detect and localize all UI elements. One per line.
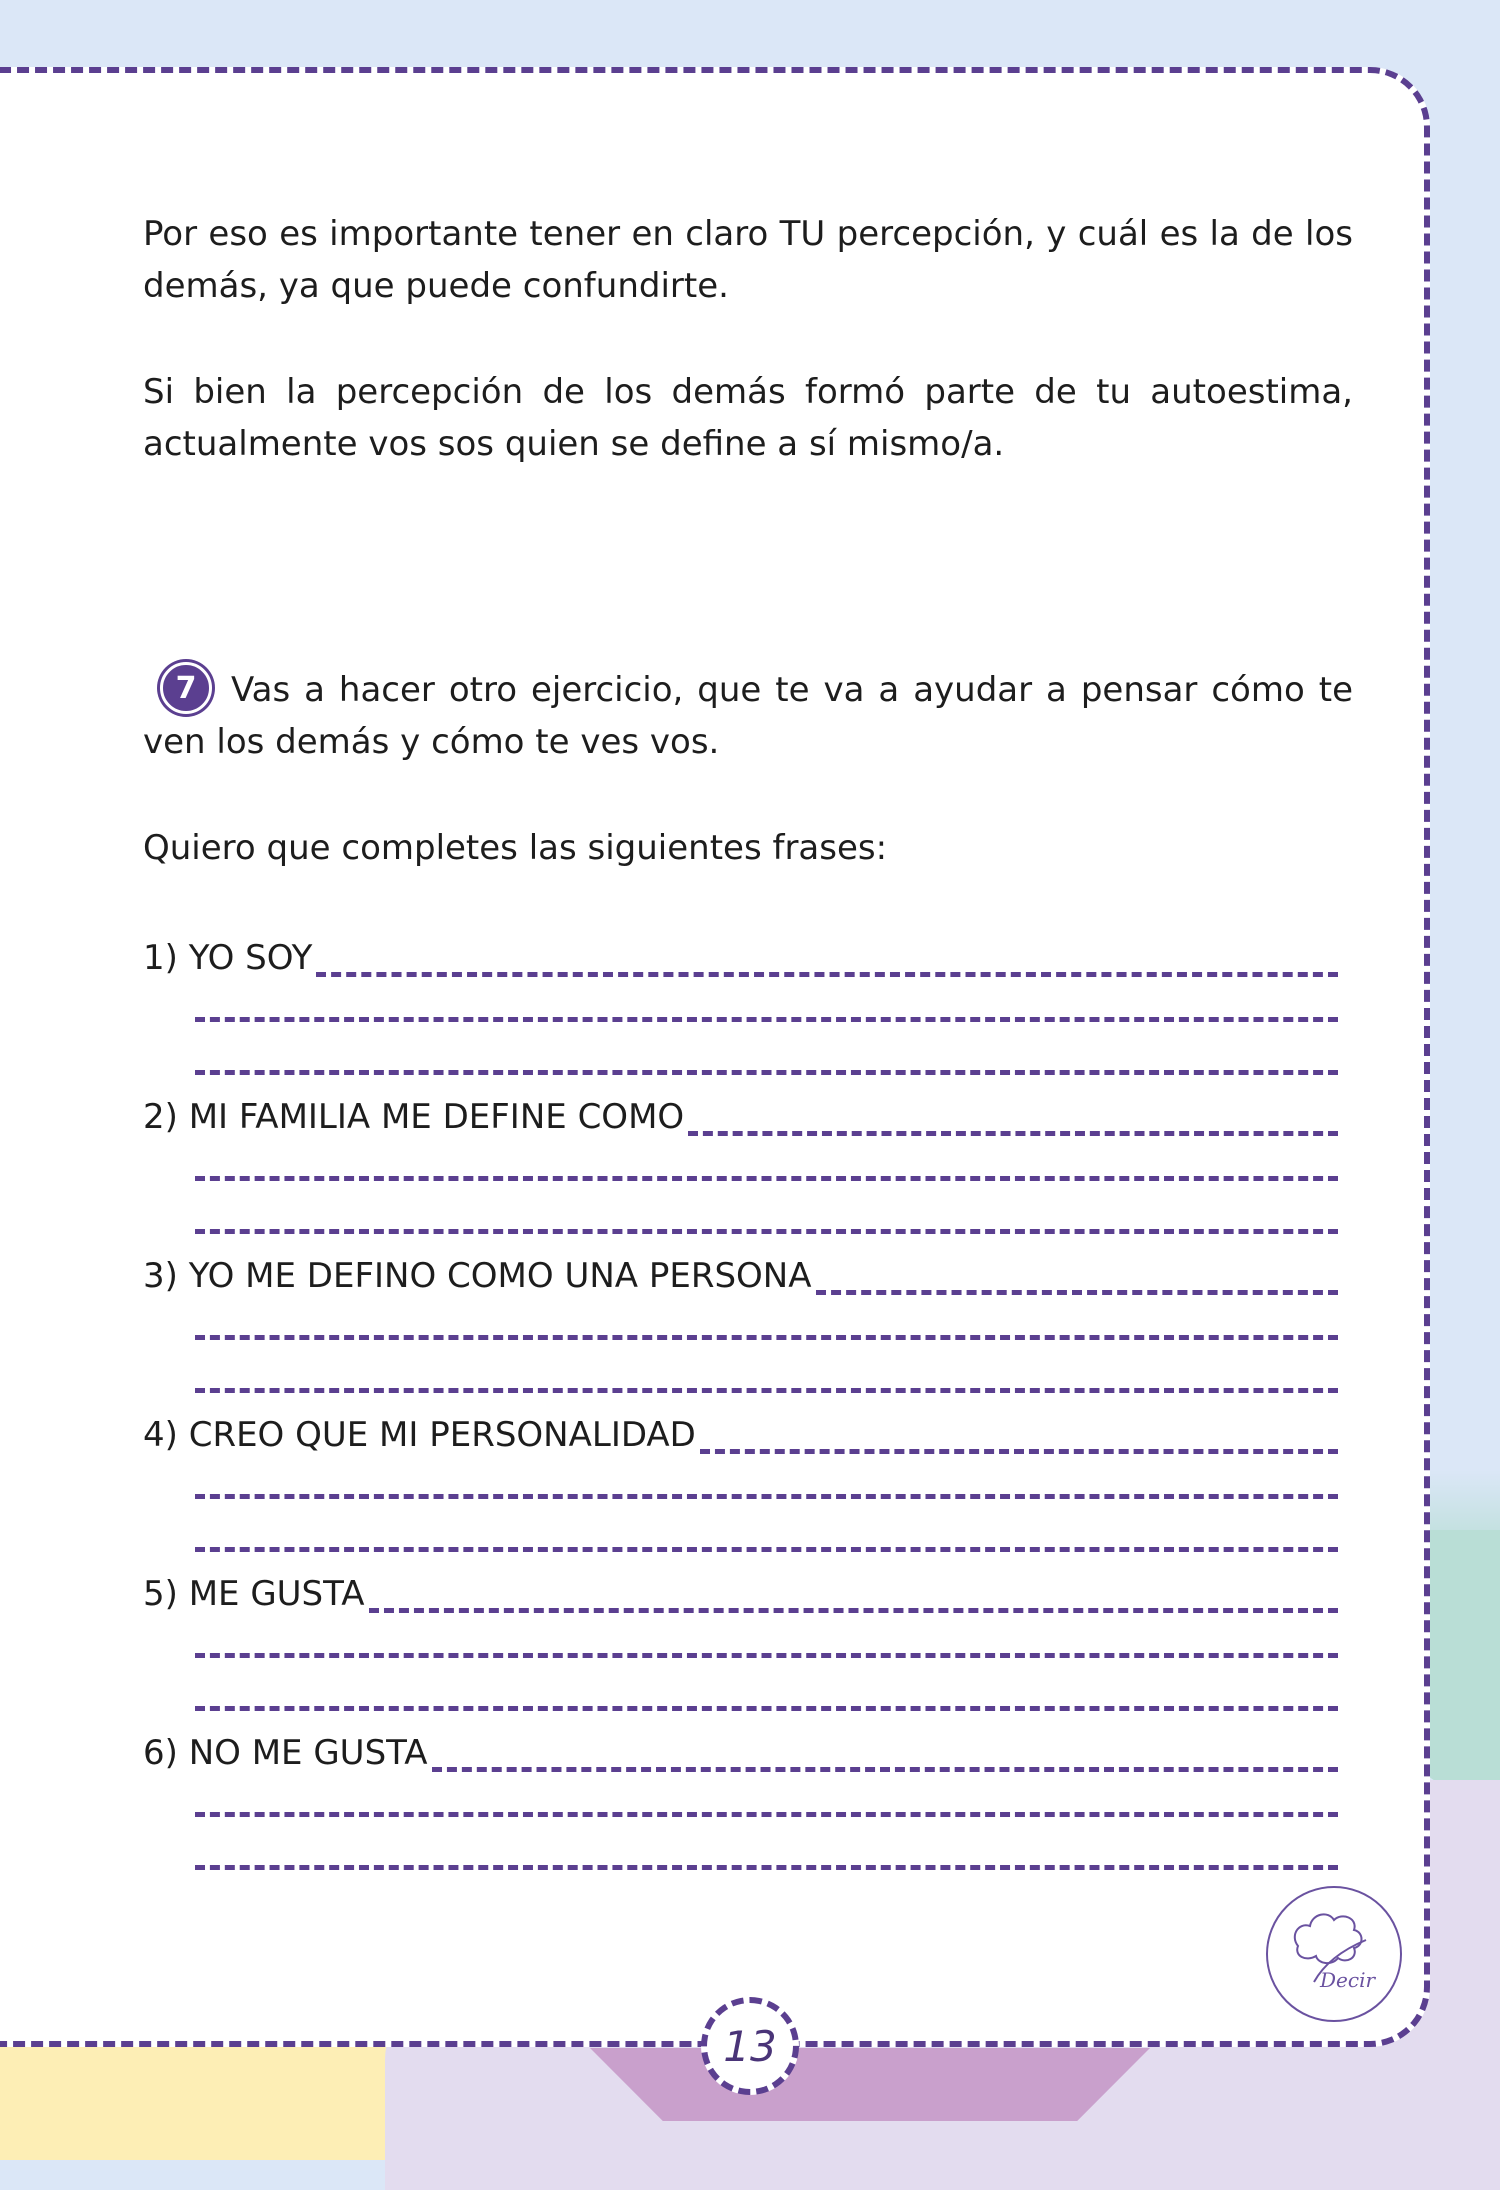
background-yellow-shape	[0, 2040, 440, 2160]
answer-line[interactable]	[195, 1653, 1338, 1658]
prompt-label: 3) YO ME DEFINO COMO UNA PERSONA	[143, 1256, 812, 1296]
page-number: 13	[701, 1997, 799, 2095]
exercise-intro: Vas a hacer otro ejercicio, que te va a ayudar a pensar cómo te ven los demás y cómo te ves vos.	[143, 670, 1353, 762]
answer-line[interactable]	[369, 1608, 1338, 1613]
answer-line[interactable]	[688, 1131, 1338, 1136]
exercise-instruction: Quiero que completes las siguientes frases:	[143, 828, 888, 868]
prompt-label: 5) ME GUSTA	[143, 1574, 365, 1614]
answer-line[interactable]	[316, 972, 1338, 977]
answer-line[interactable]	[195, 1176, 1338, 1181]
answer-line[interactable]	[432, 1767, 1338, 1772]
background-trapezoid-shape	[590, 2048, 1150, 2121]
prompt-row-1[interactable]	[143, 924, 1338, 980]
prompt-label: 4) CREO QUE MI PERSONALIDAD	[143, 1415, 696, 1455]
logo-text: Decir	[1320, 1968, 1376, 1992]
answer-line[interactable]	[195, 1706, 1338, 1711]
cloud-icon	[1268, 1888, 1400, 2020]
exercise-number-badge: 7	[160, 662, 212, 714]
brand-logo	[1266, 1886, 1402, 2022]
answer-line[interactable]	[816, 1290, 1339, 1295]
prompt-row-2[interactable]	[143, 1083, 1338, 1139]
answer-line[interactable]	[195, 1494, 1338, 1499]
paragraph-perception: Por eso es importante tener en claro TU percepción, y cuál es la de los demás, ya que puede confundirte.	[143, 214, 1353, 306]
answer-line[interactable]	[195, 1335, 1338, 1340]
answer-line[interactable]	[700, 1449, 1338, 1454]
answer-line[interactable]	[195, 1017, 1338, 1022]
answer-line[interactable]	[195, 1229, 1338, 1234]
prompt-label: 6) NO ME GUSTA	[143, 1733, 428, 1773]
prompt-label: 1) YO SOY	[143, 938, 313, 978]
answer-line[interactable]	[195, 1070, 1338, 1075]
prompt-row-6[interactable]	[143, 1719, 1338, 1775]
paragraph-self-definition: Si bien la percepción de los demás formó parte de tu autoestima, actualmente vos sos quien se define a sí mismo/a.	[143, 372, 1353, 464]
answer-line[interactable]	[195, 1388, 1338, 1393]
answer-line[interactable]	[195, 1812, 1338, 1817]
answer-line[interactable]	[195, 1865, 1338, 1870]
prompt-label: 2) MI FAMILIA ME DEFINE COMO	[143, 1097, 685, 1137]
prompt-row-3[interactable]	[143, 1242, 1338, 1298]
prompt-row-5[interactable]	[143, 1560, 1338, 1616]
answer-line[interactable]	[195, 1547, 1338, 1552]
prompt-row-4[interactable]	[143, 1401, 1338, 1457]
